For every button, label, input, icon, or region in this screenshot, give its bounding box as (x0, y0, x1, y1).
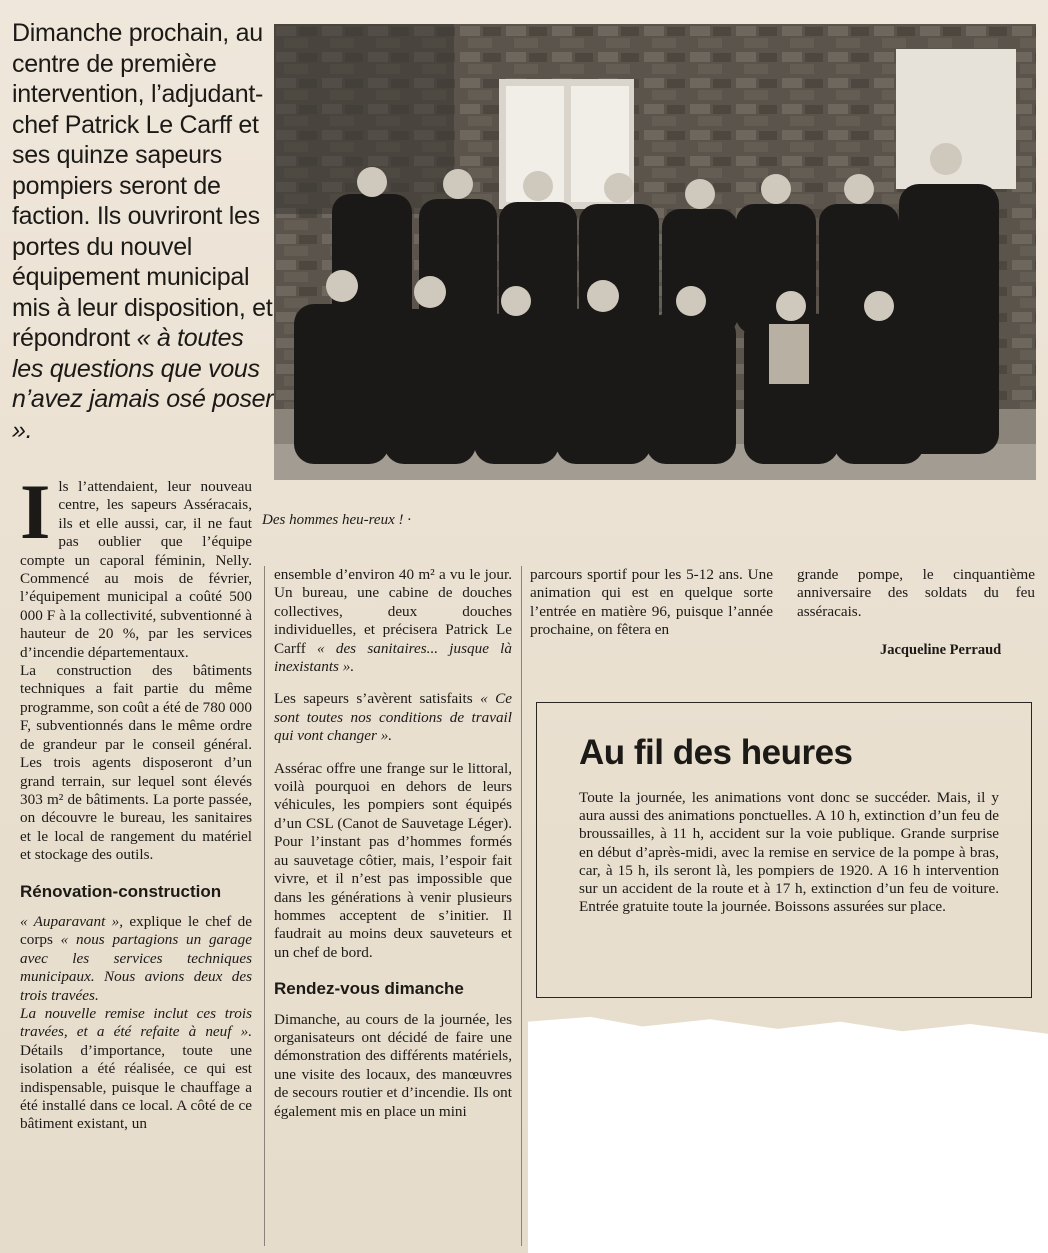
col1-paragraph-2: La construction des bâtiments techniques a fait partie du même programme, son coût a été de 780 000 F, subventionnés dans le même ordre de grandeur par le conseil général. Les trois agents disposeront d’un grand terrain, sur lequel sont élevés 303 m² de bâtiments. La porte passée, on découvre le bureau, les sanitaires et le local de rangement du matériel et stockage des outils. (20, 662, 252, 864)
torn-edge (528, 1012, 1048, 1253)
column-divider (521, 566, 522, 1246)
subheading-renovation: Rénovation-construction (20, 881, 222, 901)
article-column-4 (797, 566, 1035, 621)
text-ensemble: ensemble d’environ 40 m² a vu le jour. Un bureau, une cabine de douches collectives, deux douches individuelles, et précisera Patrick Le Carff (274, 566, 512, 657)
photo-caption: Des hommes heu-reux ! · (262, 512, 411, 528)
col1-paragraph-4 (20, 1005, 252, 1134)
quote-conditions: « Ce sont toutes nos conditions de travail qui vont changer ». (274, 690, 513, 745)
text-details: Détails d’importance, toute une isolation a été réalisée, ce qui est indispensable, puisque le chauffage a été installé dans ce local. A côté de ce bâtiment existant, un (20, 1041, 252, 1133)
col1-paragraph-1: ls l’attendaient, leur nouveau centre, les sapeurs Asséracais, ils et elle aussi, car, il ne faut pas oublier que l’équipe compte un caporal féminin, Nelly. Commencé au mois de février, l’équipement municipal a coûté 500 000 F à la collectivité, subventionné à hauteur de 20 %, par les services d’incendie départementaux. (20, 478, 252, 661)
lead-quote: « à toutes les questions que vous n’avez jamais osé poser ». (12, 324, 274, 444)
subheading-rendez-vous: Rendez-vous dimanche (274, 979, 464, 999)
group-photo (274, 24, 1036, 480)
col4-paragraph-1: grande pompe, le cinquantième anniversaire des soldats du feu asséracais. (797, 566, 1035, 620)
sidebar-title: Au fil des heures (579, 733, 853, 772)
quote-sanitaires: « des sanitaires... jusque là inexistants ». (274, 639, 512, 676)
lead-paragraph (12, 18, 274, 445)
col1-paragraph-3 (20, 913, 252, 1005)
author-signature: Jacqueline Perraud (880, 642, 1002, 658)
column-divider (264, 566, 265, 1246)
article-column-3 (530, 566, 773, 640)
firefighters-photo-illustration (274, 24, 1036, 480)
col2-paragraph-3: Assérac offre une frange sur le littoral, voilà pourquoi en dehors de leurs véhicules, les pompiers sont équipés d’un CSL (Canot de Sauvetage Léger). Pour l’instant pas d’hommes formés au sauvetage côtier, mais, l’espoir fait vivre, et il n’est pas impossible que dans les générations à venir plusieurs hommes acceptent de s’initier. Il faudrait au moins deux sauveteurs et un chef de bord. (274, 759, 512, 961)
article-column-2 (274, 566, 512, 1121)
col2-paragraph-4: Dimanche, au cours de la journée, les organisateurs ont décidé de faire une démonstration des différents matériels, une visite des locaux, des manœuvres de secours routier et d’incendie. Ils ont également mis en place un mini (274, 1010, 512, 1120)
quote-remise: La nouvelle remise inclut ces trois travées, et a été refaite à neuf ». (20, 1004, 252, 1041)
sidebar-box (536, 702, 1032, 998)
dropcap: I (20, 468, 51, 555)
col2-paragraph-1 (274, 566, 512, 676)
lead-text: Dimanche prochain, au centre de première intervention, l’adjudant-chef Patrick Le Carff et ses quinze sapeurs pompiers seront de faction. Ils ouvriront les portes du nouvel équipement municipal mis à leur disposition, et répondront (12, 19, 273, 352)
text-explique: explique le chef de corps (20, 912, 253, 949)
quote-garage: « nous partagions un garage avec les services techniques municipaux. Nous avions deux des trois travées. (20, 931, 252, 1004)
article-column-1 (20, 468, 253, 1134)
col3-paragraph-1: parcours sportif pour les 5-12 ans. Une animation qui est en quelque sorte l’entrée en matière 96, puisque l’année prochaine, on fêtera en (530, 566, 773, 639)
text-sapeurs: Les sapeurs s’avèrent satisfaits (274, 690, 481, 708)
col2-paragraph-2 (274, 690, 512, 745)
sidebar-text: Toute la journée, les animations vont donc se succéder. Mais, il y aura aussi des animations ponctuelles. A 10 h, extinction d’un feu de broussailles, à 11 h, accident sur la voie publique. Grande surprise en début d’après-midi, avec la remise en service de la pompe à bras, car, à 15 h, ils seront là, les pompiers de 1920. A 16 h intervention sur un accident de la route et à 17 h, extinction d’un feu de voiture. Entrée gratuite toute la journée. Boissons assurées sur place. (579, 789, 999, 916)
quote-auparavant: « Auparavant », (20, 912, 124, 930)
